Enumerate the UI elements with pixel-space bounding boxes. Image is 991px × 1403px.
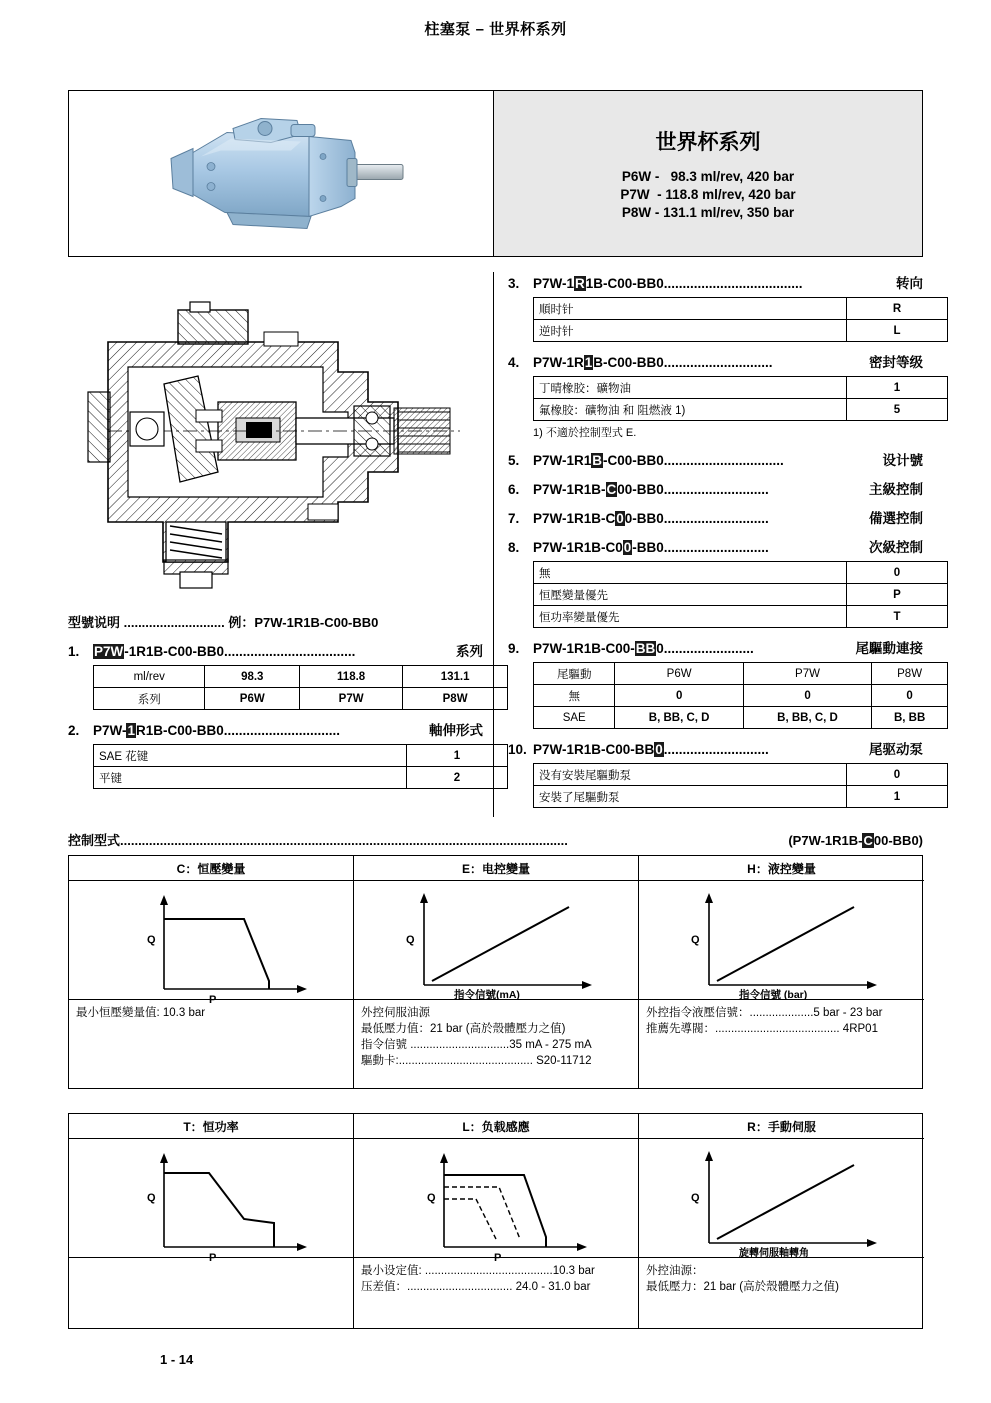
table-row: [534, 298, 948, 320]
control-h-title: H：液控變量: [639, 856, 924, 881]
item-8: [508, 536, 923, 556]
item-2-code: [93, 723, 224, 738]
control-cell-r: [639, 1114, 924, 1328]
cell: B, BB, C, D: [615, 707, 743, 729]
item-10-highlight: 0: [655, 742, 663, 757]
cell: 逆时针: [534, 320, 847, 342]
item-2-code-pre: P7W-: [93, 723, 127, 738]
item-4-label: 密封等级: [869, 355, 923, 370]
item-7-code-post: 0-BB0: [624, 511, 664, 526]
control-l-line-1: 最小设定值: ........................................10.3 bar: [361, 1265, 595, 1277]
item-4-footnote: 1) 不適於控制型式 E.: [533, 427, 637, 439]
svg-text:指令信號 (bar): 指令信號 (bar): [739, 989, 808, 1001]
table-row: [534, 320, 948, 342]
item-8-code-pre: P7W-1R1B-C0: [533, 540, 623, 555]
control-cell-c: [69, 856, 354, 1088]
control-r-line-1: 外控油源：: [646, 1265, 704, 1277]
item-1-label: 系列: [456, 644, 483, 659]
control-h-line-2: 推薦先導閥：....................................... 4RP01: [646, 1023, 878, 1035]
item-4-number: 4.: [508, 355, 520, 370]
left-column: [68, 272, 483, 789]
item-1: [68, 640, 483, 660]
table-row: [94, 688, 508, 710]
cell: 0: [847, 562, 948, 584]
item-2-number: 2.: [68, 723, 80, 738]
control-l-title: L：负载感應: [354, 1114, 638, 1139]
cell: 5: [847, 399, 948, 421]
item-3-table: [533, 297, 948, 342]
control-c-title: C：恒壓變量: [69, 856, 353, 881]
control-r-graph: [639, 1139, 924, 1258]
svg-text:Q: Q: [691, 934, 700, 946]
item-7-label: 備選控制: [869, 511, 923, 526]
table-row: [94, 745, 508, 767]
cell: P8W: [403, 688, 508, 710]
hero-spec-cell: [494, 91, 922, 256]
item-3-dots: .....................................: [663, 276, 803, 291]
item-7-dots: ............................: [663, 511, 769, 526]
item-8-code-post: -BB0: [632, 540, 664, 555]
cell: 没有安裝尾驅動泵: [534, 764, 847, 786]
item-4-code: [533, 355, 664, 370]
item-3-code: [533, 276, 664, 291]
cell: P6W: [615, 663, 743, 685]
axial-piston-pump-photo: [141, 106, 421, 241]
svg-text:Q: Q: [406, 934, 415, 946]
svg-text:指令信號(mA): 指令信號(mA): [454, 989, 520, 1001]
item-7-highlight: 0: [616, 511, 624, 526]
item-9-code-post: 0: [656, 641, 664, 656]
cell: 131.1: [403, 666, 508, 688]
pump-photo-cell: [69, 91, 494, 256]
control-e-line-3: 指令信號 ...............................35 mA - 275 mA: [361, 1039, 592, 1051]
item-5-dots: ................................: [663, 453, 784, 468]
control-type-label: 控制型式: [68, 833, 121, 848]
item-4-highlight: 1: [584, 355, 593, 370]
hero-box: [68, 90, 923, 257]
item-7-code-pre: P7W-1R1B-C: [533, 511, 616, 526]
model-desc-example-prefix: 例：: [228, 615, 255, 630]
cell: 118.8: [300, 666, 403, 688]
item-4-dots: .............................: [663, 355, 773, 370]
cell: 丁晴橡胶：礦物油: [534, 377, 847, 399]
cell: P7W: [743, 663, 871, 685]
item-6-dots: ............................: [663, 482, 769, 497]
table-row: [534, 764, 948, 786]
page-title: 柱塞泵 – 世界杯系列: [424, 21, 567, 38]
item-1-number: 1.: [68, 644, 80, 659]
item-9-code-pre: P7W-1R1B-C00-: [533, 641, 635, 656]
control-cell-t: [69, 1114, 354, 1328]
item-4: [508, 351, 923, 371]
item-6-code-pre: P7W-1R1B-: [533, 482, 606, 497]
table-row: [534, 584, 948, 606]
svg-text:Q: Q: [427, 1192, 436, 1204]
item-9-code: [533, 641, 664, 656]
svg-text:Q: Q: [691, 1192, 700, 1204]
item-2: [68, 719, 483, 739]
cell: 氟橡胶：礦物油 和 阻燃液 1): [534, 399, 847, 421]
item-1-code: [93, 644, 224, 659]
spec-line-p7w: P7W - 118.8 ml/rev, 420 bar: [620, 186, 796, 202]
control-code-pre: (P7W-1R1B-: [788, 833, 863, 848]
cell: 恒壓變量優先: [534, 584, 847, 606]
item-9: [508, 637, 923, 657]
cell: 1: [847, 377, 948, 399]
item-6-code: [533, 482, 664, 497]
item-7-code: [533, 511, 664, 526]
item-7: [508, 507, 923, 527]
control-t-graph: [69, 1139, 353, 1264]
spec-line-p6w: P6W - 98.3 ml/rev, 420 bar: [621, 168, 795, 184]
control-e-line-1: 外控伺服油源: [361, 1007, 430, 1019]
table-row: [534, 606, 948, 628]
item-5-number: 5.: [508, 453, 520, 468]
item-2-code-post: R1B-C00-BB0: [136, 723, 224, 738]
page-number: 1 - 14: [160, 1352, 194, 1367]
cell: 98.3: [205, 666, 300, 688]
control-cell-e: [354, 856, 639, 1088]
column-divider: [493, 272, 494, 817]
spec-line-p8w: P8W - 131.1 ml/rev, 350 bar: [621, 204, 795, 220]
item-9-dots: ........................: [663, 641, 754, 656]
item-2-label: 軸伸形式: [429, 723, 483, 738]
control-t-text: [69, 1258, 353, 1328]
cell: 系列: [94, 688, 205, 710]
item-6-label: 主級控制: [869, 482, 923, 497]
cell: R: [847, 298, 948, 320]
cell: 恒功率變量優先: [534, 606, 847, 628]
item-1-table: [93, 665, 508, 710]
item-3-highlight: R: [575, 276, 585, 291]
cell: T: [847, 606, 948, 628]
svg-text:P: P: [494, 1252, 502, 1264]
item-7-number: 7.: [508, 511, 520, 526]
control-e-title: E：电控變量: [354, 856, 638, 881]
cell: SAE: [534, 707, 615, 729]
item-9-label: 尾驅動連接: [855, 641, 923, 656]
item-10-label: 尾驱动泵: [869, 742, 923, 757]
cell: 0: [872, 685, 948, 707]
item-10-table: [533, 763, 948, 808]
control-r-title: R：手動伺服: [639, 1114, 924, 1139]
cell: 0: [615, 685, 743, 707]
control-h-text: [639, 1000, 924, 1088]
item-8-number: 8.: [508, 540, 520, 555]
item-6-number: 6.: [508, 482, 520, 497]
item-6: [508, 478, 923, 498]
cell: 順时针: [534, 298, 847, 320]
cell: P7W: [300, 688, 403, 710]
model-designation-heading: [68, 612, 483, 631]
item-9-number: 9.: [508, 641, 520, 656]
control-type-heading: [68, 830, 923, 849]
control-type-dots: ............................................................................................................................: [120, 833, 568, 848]
item-2-table: [93, 744, 508, 789]
item-3-code-pre: P7W-1: [533, 276, 574, 291]
item-3: [508, 272, 923, 292]
item-9-table: [533, 662, 948, 729]
control-cell-l: [354, 1114, 639, 1328]
model-desc-example-code: P7W-1R1B-C00-BB0: [254, 615, 379, 630]
control-type-code: [788, 833, 923, 848]
table-row: [534, 377, 948, 399]
table-row: [94, 767, 508, 789]
control-c-graph: [69, 881, 353, 1006]
control-e-line-4: 驅動卡:.......................................... S20-11712: [361, 1055, 592, 1067]
control-l-graph: [354, 1139, 638, 1264]
cell: 1: [847, 786, 948, 808]
control-r-text: [639, 1258, 924, 1328]
item-6-highlight: C: [606, 482, 617, 497]
item-1-highlight: P7W: [94, 644, 124, 659]
item-1-code-post: -1R1B-C00-BB0: [124, 644, 225, 659]
item-10-number: 10.: [508, 742, 527, 757]
item-6-code-post: 00-BB0: [617, 482, 664, 497]
cell: B, BB: [872, 707, 948, 729]
control-titles-2: [69, 1114, 922, 1328]
item-2-dots: ...............................: [223, 723, 341, 738]
control-cell-h: [639, 856, 924, 1088]
cell: 0: [743, 685, 871, 707]
svg-text:Q: Q: [147, 1192, 156, 1204]
item-3-label: 转向: [896, 276, 923, 291]
item-9-highlight: BB: [635, 641, 656, 656]
control-row-2: [68, 1113, 923, 1329]
pump-cross-section-drawing: [68, 272, 468, 602]
item-5-label: 设计號: [882, 453, 923, 468]
table-row: [534, 786, 948, 808]
table-row: [534, 663, 948, 685]
svg-text:P: P: [209, 994, 217, 1006]
control-titles-1: [69, 856, 922, 1088]
control-code-post: 00-BB0): [873, 833, 923, 848]
model-desc-dots: ............................: [120, 615, 229, 630]
table-row: [534, 399, 948, 421]
control-code-highlight: C: [863, 833, 873, 848]
cell: 無: [534, 685, 615, 707]
control-c-text: [69, 1000, 353, 1070]
control-e-text: [354, 1000, 638, 1088]
item-8-dots: ............................: [663, 540, 769, 555]
item-1-dots: ...................................: [224, 644, 356, 659]
cell: 無: [534, 562, 847, 584]
control-c-line-1: 最小恒壓變量值: 10.3 bar: [76, 1007, 206, 1019]
main-content: [68, 272, 926, 817]
cell: SAE 花键: [94, 745, 407, 767]
cell: ml/rev: [94, 666, 205, 688]
svg-text:P: P: [209, 1252, 217, 1264]
item-5-code-pre: P7W-1R1: [533, 453, 592, 468]
control-l-text: [354, 1258, 638, 1328]
cell: 平键: [94, 767, 407, 789]
item-8-highlight: 0: [623, 540, 632, 555]
svg-text:旋轉伺服軸轉角: 旋轉伺服軸轉角: [739, 1248, 809, 1259]
item-10-dots: ............................: [663, 742, 769, 757]
control-e-line-2: 最低壓力值：21 bar (高於殼體壓力之值): [361, 1023, 566, 1035]
table-row: [534, 685, 948, 707]
table-row: [94, 666, 508, 688]
cell: 0: [847, 764, 948, 786]
cell: P8W: [872, 663, 948, 685]
cell: 尾驅動: [534, 663, 615, 685]
item-5-code-post: -C00-BB0: [603, 453, 664, 468]
model-desc-label: 型號说明: [68, 615, 121, 630]
item-3-code-post: 1B-C00-BB0: [585, 276, 664, 291]
item-5: [508, 449, 923, 469]
item-8-code: [533, 540, 664, 555]
cell: P6W: [205, 688, 300, 710]
control-e-graph: [354, 881, 638, 1000]
item-10-code: [533, 742, 664, 757]
cell: B, BB, C, D: [743, 707, 871, 729]
item-2-highlight: 1: [127, 723, 135, 738]
table-row: [534, 562, 948, 584]
item-5-highlight: B: [592, 453, 602, 468]
cell: 2: [407, 767, 508, 789]
control-l-line-2: 压差值：................................. 24.0 - 31.0 bar: [361, 1281, 591, 1293]
svg-text:Q: Q: [147, 934, 156, 946]
control-t-title: T：恒功率: [69, 1114, 353, 1139]
item-8-table: [533, 561, 948, 628]
item-8-label: 次級控制: [869, 540, 923, 555]
item-3-number: 3.: [508, 276, 520, 291]
item-4-code-pre: P7W-1R: [533, 355, 584, 370]
control-row-1: [68, 855, 923, 1089]
cell: P: [847, 584, 948, 606]
control-h-line-1: 外控指令液壓信號：....................5 bar - 23 bar: [646, 1007, 883, 1019]
cell: 安裝了尾驅動泵: [534, 786, 847, 808]
item-4-code-post: B-C00-BB0: [593, 355, 664, 370]
item-5-code: [533, 453, 664, 468]
cell: L: [847, 320, 948, 342]
item-10: [508, 738, 923, 758]
item-4-table: [533, 376, 948, 421]
table-row: [534, 707, 948, 729]
series-title: 世界杯系列: [655, 130, 761, 154]
control-r-line-2: 最低壓力：21 bar (高於殼體壓力之值): [646, 1281, 839, 1293]
right-column: [508, 272, 926, 808]
cell: 1: [407, 745, 508, 767]
item-10-code-pre: P7W-1R1B-C00-BB: [533, 742, 655, 757]
control-h-graph: [639, 881, 924, 1000]
